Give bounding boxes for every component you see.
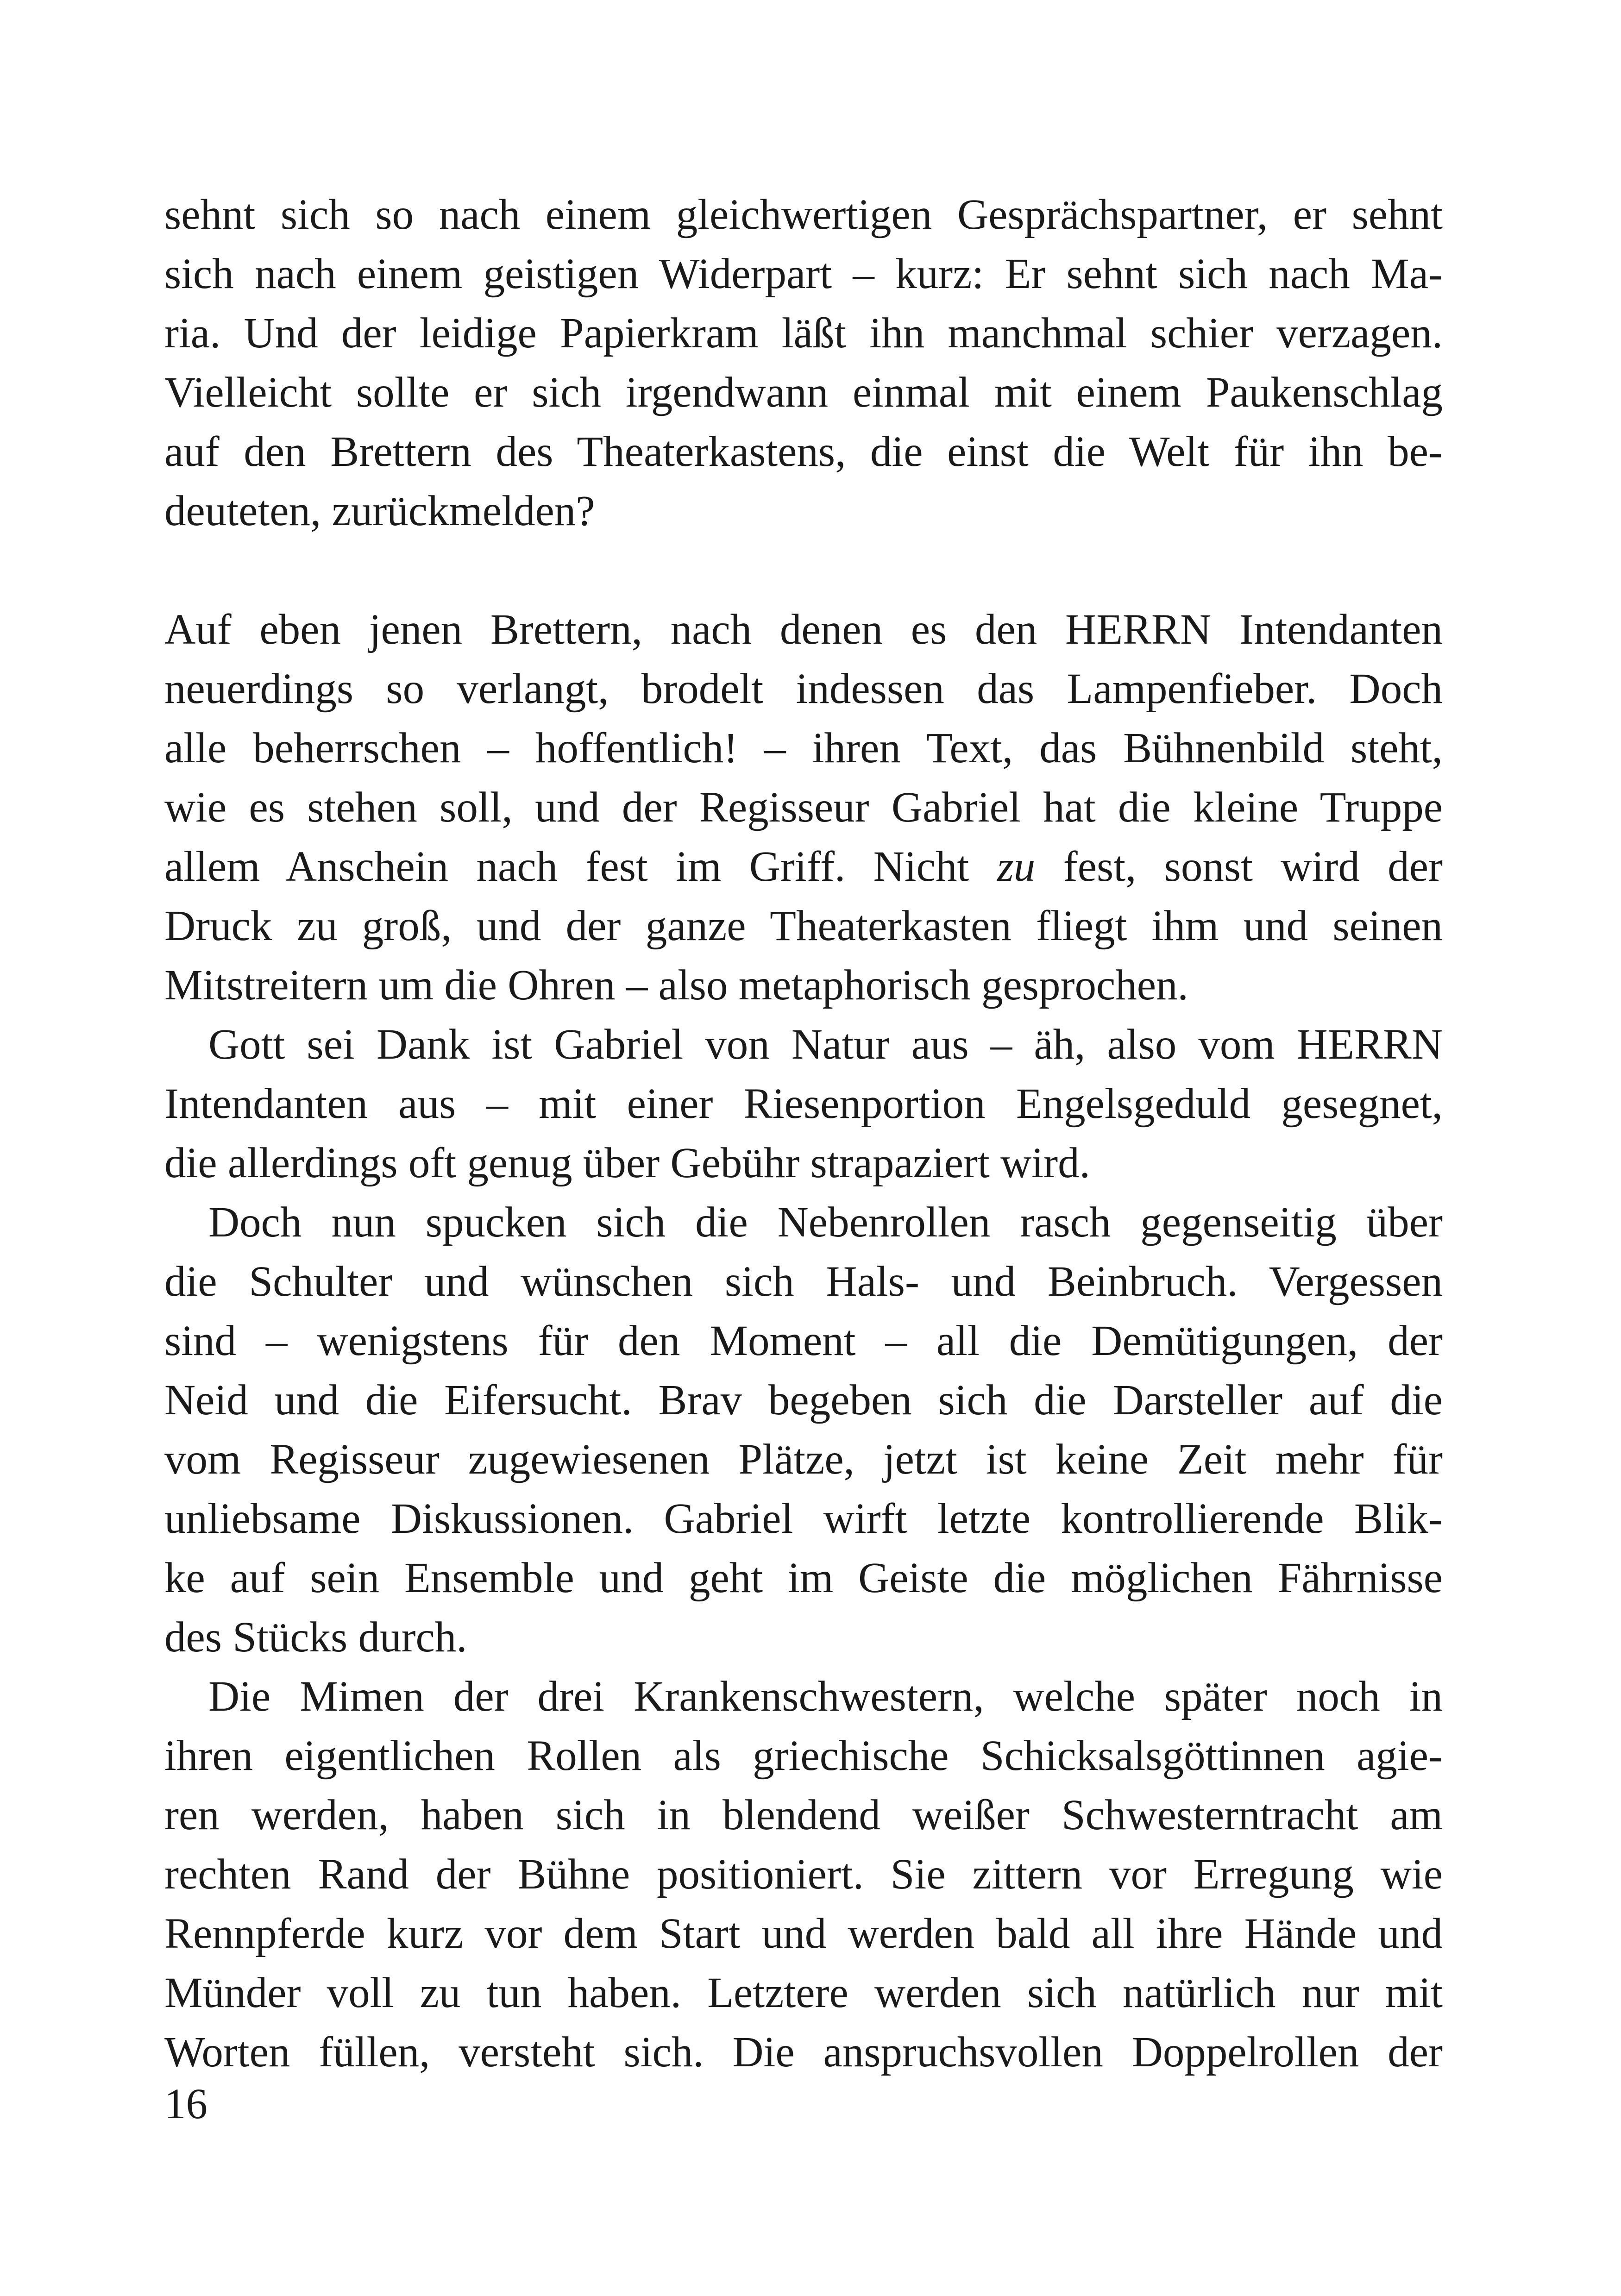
- page-number: 16: [164, 2080, 207, 2128]
- text-line: deuteten, zurückmelden?: [164, 487, 595, 535]
- text-line: die Schulter und wünschen sich Hals- und Beinbruch. Vergessen: [164, 1258, 1443, 1305]
- text-line: sind – wenigstens für den Moment – all die Demütigungen, der: [164, 1317, 1443, 1365]
- paragraph: [164, 600, 1443, 1015]
- text-line: die allerdings oft genug über Gebühr strapaziert wird.: [164, 1139, 1090, 1187]
- text-line: sehnt sich so nach einem gleichwertigen Gesprächspartner, er sehnt: [164, 191, 1443, 238]
- text-line: auf den Brettern des Theaterkastens, die einst die Welt für ihn be-: [164, 428, 1443, 476]
- text-line: Vielleicht sollte er sich irgendwann einmal mit einem Paukenschlag: [164, 369, 1443, 416]
- text-line: ihren eigentlichen Rollen als griechische Schicksalsgöttinnen agie-: [164, 1732, 1443, 1780]
- paragraph: [164, 1667, 1443, 2082]
- text-line: vom Regisseur zugewiesenen Plätze, jetzt ist keine Zeit mehr für: [164, 1436, 1443, 1483]
- text-line: ria. Und der leidige Papierkram läßt ihn manchmal schier verzagen.: [164, 309, 1443, 357]
- paragraph-gap: [164, 541, 1443, 600]
- paragraph: [164, 185, 1443, 541]
- text-line: wie es stehen soll, und der Regisseur Gabriel hat die kleine Truppe: [164, 784, 1443, 831]
- text-run: fest, sonst wird der: [1035, 843, 1443, 891]
- text-line: Rennpferde kurz vor dem Start und werden bald all ihre Hände und: [164, 1910, 1443, 1957]
- paragraph: [164, 1015, 1443, 1193]
- paragraph: [164, 1193, 1443, 1667]
- text-line: rechten Rand der Bühne positioniert. Sie zittern vor Erregung wie: [164, 1851, 1443, 1898]
- text-line: ke auf sein Ensemble und geht im Geiste die möglichen Fährnisse: [164, 1554, 1443, 1602]
- text-line: neuerdings so verlangt, brodelt indessen das Lampenfieber. Doch: [164, 665, 1443, 713]
- text-line: alle beherrschen – hoffentlich! – ihren Text, das Bühnenbild steht,: [164, 724, 1443, 772]
- text-line: Auf eben jenen Brettern, nach denen es den HERRN Intendanten: [164, 606, 1443, 653]
- text-run: allem Anschein nach fest im Griff. Nicht: [164, 843, 997, 891]
- text-line: Die Mimen der drei Krankenschwestern, welche später noch in: [208, 1673, 1443, 1720]
- text-line: Neid und die Eifersucht. Brav begeben sich die Darsteller auf die: [164, 1376, 1443, 1424]
- text-line-with-italic: [164, 837, 1443, 897]
- text-line: ren werden, haben sich in blendend weißer Schwesterntracht am: [164, 1791, 1443, 1839]
- text-line: Münder voll zu tun haben. Letztere werden sich natürlich nur mit: [164, 1969, 1443, 2017]
- text-line: Gott sei Dank ist Gabriel von Natur aus – äh, also vom HERRN: [208, 1021, 1443, 1068]
- body-text: [164, 185, 1443, 2082]
- text-line: Intendanten aus – mit einer Riesenportion Engelsgeduld gesegnet,: [164, 1080, 1443, 1128]
- text-line: des Stücks durch.: [164, 1613, 467, 1661]
- text-line: Druck zu groß, und der ganze Theaterkasten fliegt ihm und seinen: [164, 902, 1443, 950]
- text-line: Doch nun spucken sich die Nebenrollen rasch gegenseitig über: [208, 1198, 1443, 1246]
- text-line: Worten füllen, versteht sich. Die anspruchsvollen Doppelrollen der: [164, 2028, 1443, 2076]
- italic-word: zu: [997, 843, 1036, 891]
- text-line: Mitstreitern um die Ohren – also metaphorisch gesprochen.: [164, 961, 1188, 1009]
- text-line: unliebsame Diskussionen. Gabriel wirft letzte kontrollierende Blik-: [164, 1495, 1443, 1543]
- text-line: sich nach einem geistigen Widerpart – kurz: Er sehnt sich nach Ma-: [164, 250, 1443, 298]
